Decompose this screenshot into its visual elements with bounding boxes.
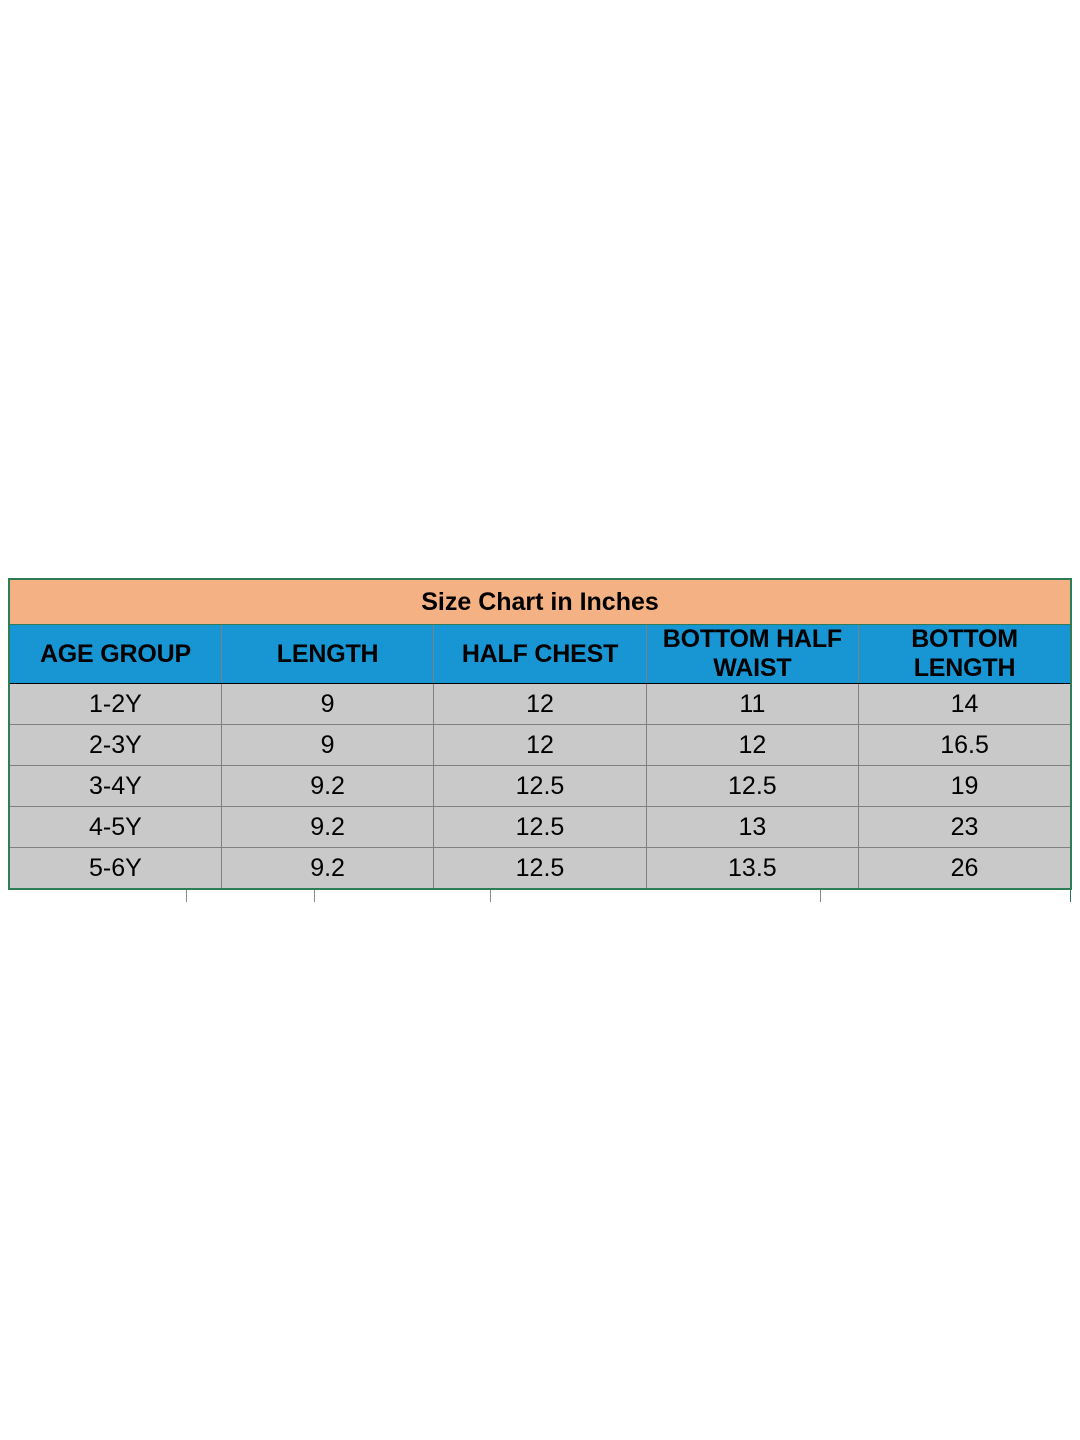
- cell-bottom-half-waist: 12: [646, 725, 858, 766]
- cell-length: 9.2: [221, 848, 433, 890]
- cell-length: 9: [221, 725, 433, 766]
- page-title: Size Chart in Inches: [9, 579, 1071, 625]
- cell-bottom-length: 26: [859, 848, 1071, 890]
- cell-bottom-length: 14: [859, 684, 1071, 725]
- cell-half-chest: 12.5: [434, 766, 646, 807]
- cell-bottom-length: 23: [859, 807, 1071, 848]
- cell-age-group: 2-3Y: [9, 725, 221, 766]
- table-header-row: [9, 625, 1071, 684]
- cell-half-chest: 12.5: [434, 848, 646, 890]
- cell-bottom-half-waist: 13.5: [646, 848, 858, 890]
- cell-age-group: 1-2Y: [9, 684, 221, 725]
- cell-half-chest: 12: [434, 684, 646, 725]
- table-row: [9, 807, 1071, 848]
- column-header-bottom-length: BOTTOM LENGTH: [859, 625, 1071, 684]
- cell-bottom-half-waist: 12.5: [646, 766, 858, 807]
- grid-tick: [1070, 890, 1071, 902]
- table-row: [9, 725, 1071, 766]
- column-header-bottom-half-waist: BOTTOM HALF WAIST: [646, 625, 858, 684]
- cell-half-chest: 12: [434, 725, 646, 766]
- grid-tick: [186, 890, 187, 902]
- size-chart-table: [8, 578, 1072, 890]
- size-chart-container: [8, 578, 1072, 902]
- cell-length: 9.2: [221, 807, 433, 848]
- table-row: [9, 684, 1071, 725]
- cell-bottom-half-waist: 13: [646, 807, 858, 848]
- table-row: [9, 848, 1071, 890]
- cell-bottom-length: 16.5: [859, 725, 1071, 766]
- cell-half-chest: 12.5: [434, 807, 646, 848]
- cell-bottom-half-waist: 11: [646, 684, 858, 725]
- cell-bottom-length: 19: [859, 766, 1071, 807]
- cell-age-group: 4-5Y: [9, 807, 221, 848]
- column-header-half-chest: HALF CHEST: [434, 625, 646, 684]
- cell-age-group: 5-6Y: [9, 848, 221, 890]
- grid-tick: [490, 890, 491, 902]
- column-header-age-group: AGE GROUP: [9, 625, 221, 684]
- grid-edge-ticks: [8, 890, 1072, 902]
- cell-length: 9.2: [221, 766, 433, 807]
- cell-age-group: 3-4Y: [9, 766, 221, 807]
- cell-length: 9: [221, 684, 433, 725]
- table-row: [9, 766, 1071, 807]
- grid-tick: [820, 890, 821, 902]
- grid-tick: [314, 890, 315, 902]
- column-header-length: LENGTH: [221, 625, 433, 684]
- table-title-row: [9, 579, 1071, 625]
